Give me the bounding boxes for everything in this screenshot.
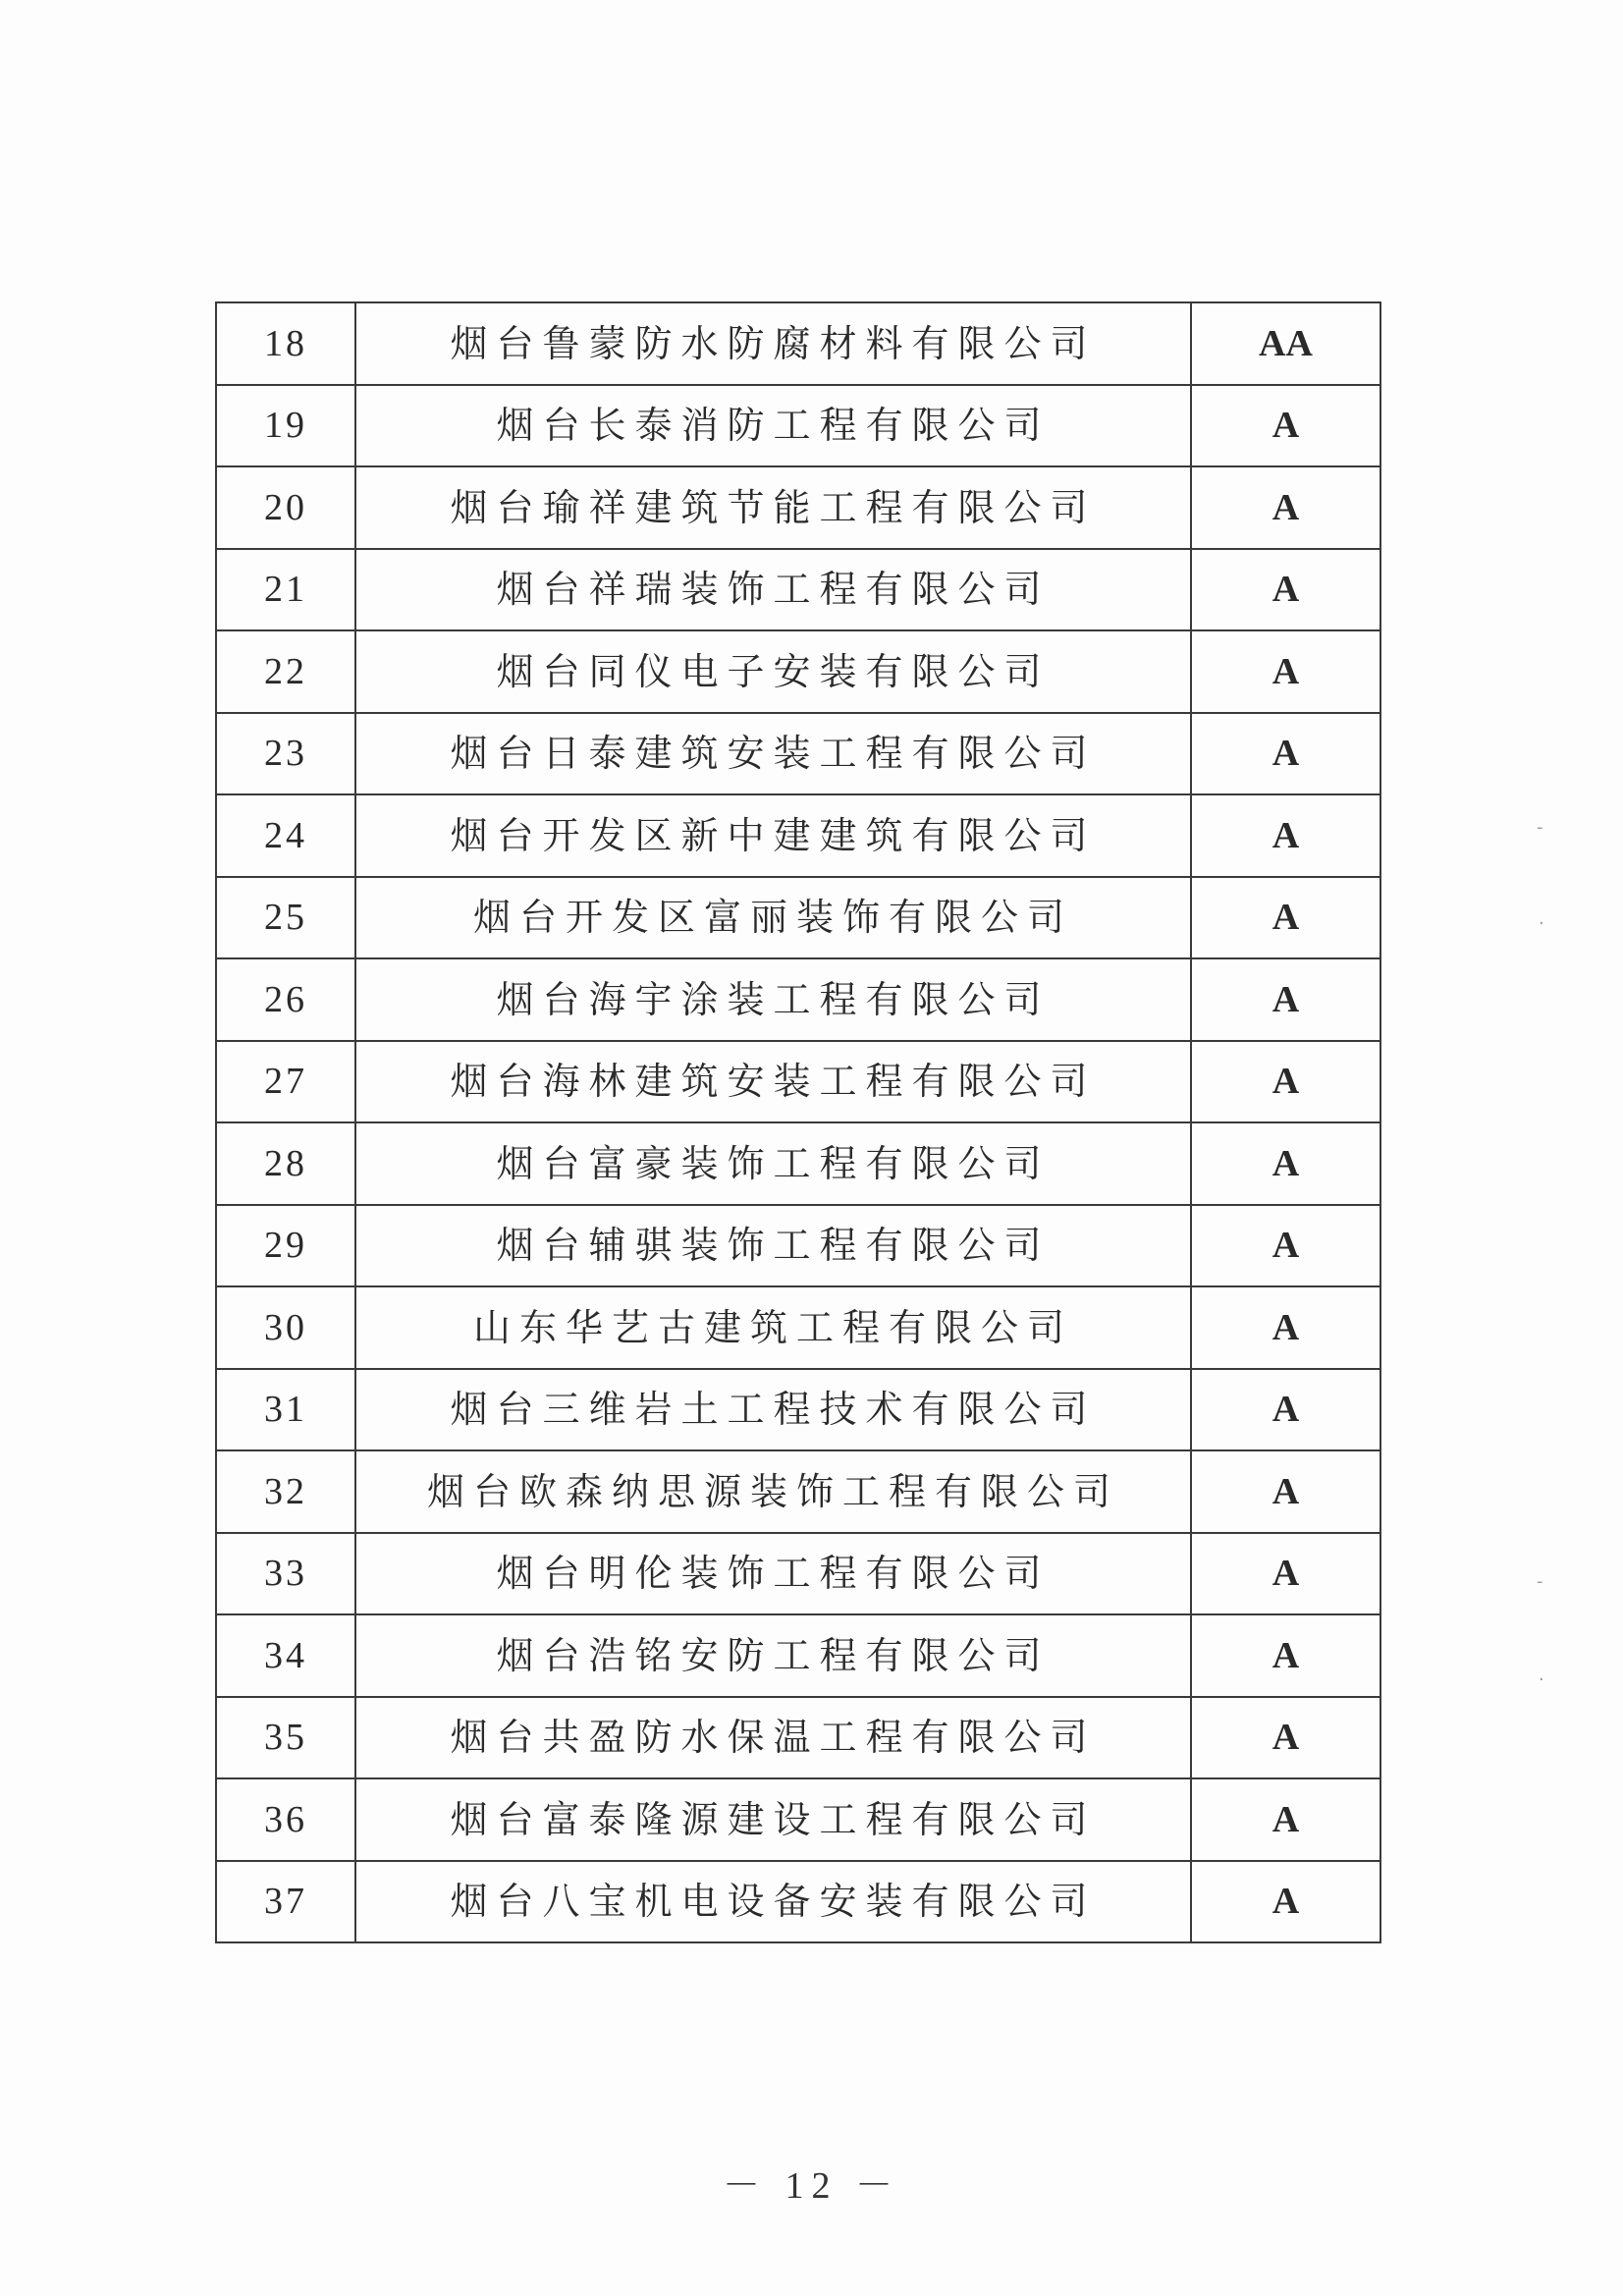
credit-grade: A <box>1191 385 1380 467</box>
row-number: 31 <box>216 1369 355 1451</box>
company-name: 烟台瑜祥建筑节能工程有限公司 <box>355 466 1191 549</box>
table-row <box>216 713 1380 795</box>
row-number: 26 <box>216 958 355 1041</box>
row-number: 18 <box>216 302 355 385</box>
credit-grade: A <box>1191 958 1380 1041</box>
credit-grade: A <box>1191 794 1380 877</box>
company-name: 烟台长泰消防工程有限公司 <box>355 385 1191 467</box>
credit-grade: A <box>1191 1614 1380 1697</box>
table-row <box>216 302 1380 385</box>
credit-grade: A <box>1191 877 1380 959</box>
page-number: － 12 － <box>722 2165 900 2207</box>
table-row <box>216 1286 1380 1369</box>
table-row <box>216 630 1380 713</box>
row-number: 28 <box>216 1122 355 1205</box>
row-number: 21 <box>216 549 355 631</box>
company-name: 烟台明伦装饰工程有限公司 <box>355 1533 1191 1615</box>
company-name: 烟台富豪装饰工程有限公司 <box>355 1122 1191 1205</box>
table-row <box>216 794 1380 877</box>
company-name: 烟台浩铭安防工程有限公司 <box>355 1614 1191 1697</box>
credit-grade: A <box>1191 1861 1380 1943</box>
company-name: 烟台海林建筑安装工程有限公司 <box>355 1041 1191 1123</box>
table-row <box>216 877 1380 959</box>
row-number: 32 <box>216 1450 355 1533</box>
credit-grade: A <box>1191 466 1380 549</box>
table-row <box>216 958 1380 1041</box>
company-name: 烟台鲁蒙防水防腐材料有限公司 <box>355 302 1191 385</box>
binding-hole-mark: · <box>1539 1669 1544 1690</box>
credit-grade: A <box>1191 1122 1380 1205</box>
credit-grade: A <box>1191 1369 1380 1451</box>
table-row <box>216 1614 1380 1697</box>
table-row <box>216 1369 1380 1451</box>
row-number: 29 <box>216 1205 355 1287</box>
credit-grade: A <box>1191 630 1380 713</box>
table-row <box>216 1205 1380 1287</box>
credit-grade: A <box>1191 1286 1380 1369</box>
company-name: 烟台八宝机电设备安装有限公司 <box>355 1861 1191 1943</box>
row-number: 30 <box>216 1286 355 1369</box>
table-row <box>216 1778 1380 1861</box>
row-number: 22 <box>216 630 355 713</box>
row-number: 24 <box>216 794 355 877</box>
credit-grade: A <box>1191 713 1380 795</box>
company-name: 烟台日泰建筑安装工程有限公司 <box>355 713 1191 795</box>
table-row <box>216 549 1380 631</box>
credit-grade: A <box>1191 1533 1380 1615</box>
binding-hole-mark: - <box>1537 817 1543 838</box>
table-row <box>216 1697 1380 1779</box>
table-row <box>216 1533 1380 1615</box>
row-number: 23 <box>216 713 355 795</box>
company-name: 烟台同仪电子安装有限公司 <box>355 630 1191 713</box>
row-number: 34 <box>216 1614 355 1697</box>
table-body <box>216 302 1380 1942</box>
row-number: 25 <box>216 877 355 959</box>
company-rating-table <box>215 301 1381 1943</box>
credit-grade: A <box>1191 1041 1380 1123</box>
binding-hole-mark: - <box>1537 1571 1543 1592</box>
row-number: 35 <box>216 1697 355 1779</box>
credit-grade: A <box>1191 549 1380 631</box>
company-name: 烟台欧森纳思源装饰工程有限公司 <box>355 1450 1191 1533</box>
row-number: 20 <box>216 466 355 549</box>
table-row <box>216 466 1380 549</box>
row-number: 37 <box>216 1861 355 1943</box>
company-name: 烟台海宇涂装工程有限公司 <box>355 958 1191 1041</box>
company-name: 烟台辅骐装饰工程有限公司 <box>355 1205 1191 1287</box>
company-name: 烟台祥瑞装饰工程有限公司 <box>355 549 1191 631</box>
row-number: 33 <box>216 1533 355 1615</box>
row-number: 19 <box>216 385 355 467</box>
table-row <box>216 385 1380 467</box>
row-number: 27 <box>216 1041 355 1123</box>
credit-grade: A <box>1191 1450 1380 1533</box>
company-name: 烟台共盈防水保温工程有限公司 <box>355 1697 1191 1779</box>
credit-grade: A <box>1191 1205 1380 1287</box>
company-name: 烟台开发区富丽装饰有限公司 <box>355 877 1191 959</box>
credit-grade: AA <box>1191 302 1380 385</box>
company-name: 山东华艺古建筑工程有限公司 <box>355 1286 1191 1369</box>
credit-grade: A <box>1191 1697 1380 1779</box>
table-row <box>216 1122 1380 1205</box>
table-row <box>216 1861 1380 1943</box>
company-name: 烟台三维岩土工程技术有限公司 <box>355 1369 1191 1451</box>
table-row <box>216 1450 1380 1533</box>
company-name: 烟台开发区新中建建筑有限公司 <box>355 794 1191 877</box>
row-number: 36 <box>216 1778 355 1861</box>
credit-grade: A <box>1191 1778 1380 1861</box>
binding-hole-mark: · <box>1539 913 1544 934</box>
table-row <box>216 1041 1380 1123</box>
company-name: 烟台富泰隆源建设工程有限公司 <box>355 1778 1191 1861</box>
